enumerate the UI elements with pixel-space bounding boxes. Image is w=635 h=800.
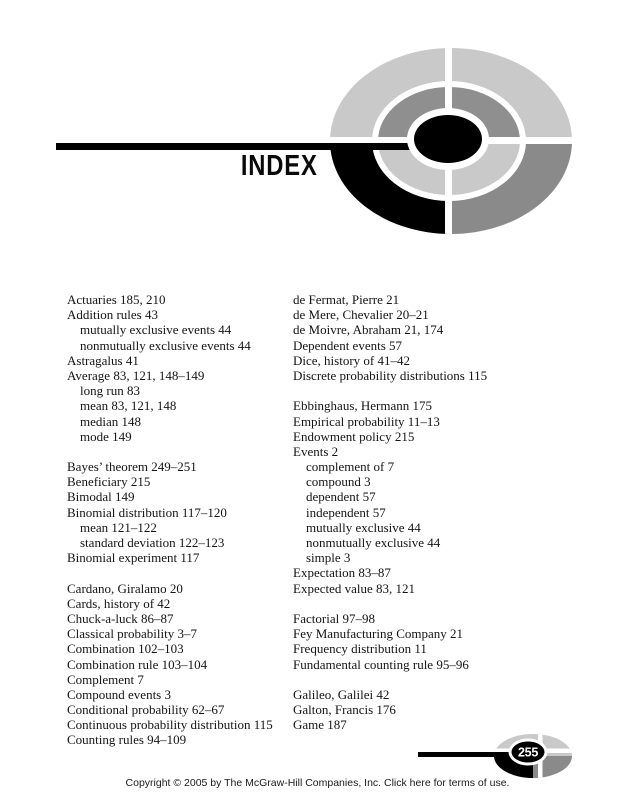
index-entry: dependent 57	[306, 489, 376, 505]
index-entry: Binomial experiment 117	[67, 550, 200, 566]
index-entry: Dice, history of 41–42	[293, 352, 410, 368]
page-title: INDEX	[241, 150, 318, 182]
index-entry: Astragalus 41	[67, 352, 139, 368]
index-entry: Combination 102–103	[67, 641, 184, 657]
index-entry: Endowment policy 215	[293, 428, 415, 444]
index-entry: complement of 7	[306, 459, 395, 475]
index-entry: Cardano, Giralamo 20	[67, 580, 183, 596]
index-column-right	[293, 292, 593, 732]
page-number: 255	[518, 745, 538, 760]
index-entry: mean 83, 121, 148	[80, 398, 177, 414]
index-entry: mode 149	[80, 428, 132, 444]
index-entry: de Fermat, Pierre 21	[293, 292, 400, 307]
index-entry: Actuaries 185, 210	[67, 292, 166, 307]
index-entry: independent 57	[306, 504, 386, 520]
index-entry: Cards, history of 42	[67, 595, 171, 611]
index-entry: Game 187	[293, 717, 347, 733]
copyright-text: Copyright © 2005 by The McGraw-Hill Companies, Inc.	[125, 777, 384, 789]
index-entry: simple 3	[306, 550, 351, 566]
index-column-left	[67, 292, 307, 748]
index-entry: Counting rules 94–109	[67, 732, 187, 748]
index-group-gap	[67, 444, 307, 459]
index-entry: nonmutually exclusive 44	[306, 535, 441, 550]
index-entry: mean 121–122	[80, 519, 157, 535]
bullseye-graphic	[0, 0, 635, 250]
index-entry: Expected value 83, 121	[293, 580, 416, 596]
index-entry: Chuck-a-luck 86–87	[67, 610, 174, 626]
center-dot	[414, 115, 482, 163]
index-entry: Frequency distribution 11	[293, 641, 427, 657]
page-number-graphic	[0, 730, 635, 800]
index-entry: standard deviation 122–123	[80, 535, 225, 550]
index-entry: Conditional probability 62–67	[67, 702, 225, 718]
index-entry: median 148	[80, 413, 142, 429]
index-entry: de Moivre, Abraham 21, 174	[293, 322, 444, 338]
index-entry: de Mere, Chevalier 20–21	[293, 307, 429, 323]
index-entry: Galileo, Galilei 42	[293, 686, 390, 702]
index-entry: Average 83, 121, 148–149	[67, 367, 205, 383]
index-entry: Galton, Francis 176	[293, 702, 396, 718]
header-rule-bar	[56, 143, 446, 150]
index-group-gap	[293, 383, 593, 398]
index-entry: Fey Manufacturing Company 21	[293, 626, 464, 642]
index-entry: Discrete probability distributions 115	[293, 367, 488, 383]
index-entry: Addition rules 43	[67, 307, 158, 323]
index-group-gap	[293, 596, 593, 611]
index-entry: long run 83	[80, 383, 140, 399]
index-entry: mutually exclusive events 44	[80, 322, 232, 338]
index-entry: Classical probability 3–7	[67, 626, 197, 642]
index-entry: Bimodal 149	[67, 489, 135, 505]
index-entry: Dependent events 57	[293, 337, 403, 353]
index-entry: Expectation 83–87	[293, 565, 391, 581]
index-entry: Beneficiary 215	[67, 474, 151, 490]
index-entry: Compound events 3	[67, 686, 171, 702]
index-entry: Bayes’ theorem 249–251	[67, 459, 197, 475]
terms-of-use-link[interactable]: Click here for terms of use.	[384, 777, 510, 789]
index-entry: nonmutually exclusive events 44	[80, 337, 251, 353]
index-entry: mutually exclusive 44	[306, 519, 421, 535]
index-entry: Events 2	[293, 443, 339, 459]
index-group-gap	[293, 672, 593, 687]
index-entry: Fundamental counting rule 95–96	[293, 656, 469, 672]
index-entry: Empirical probability 11–13	[293, 413, 440, 429]
index-entry: Combination rule 103–104	[67, 656, 208, 672]
index-entry: compound 3	[306, 474, 371, 490]
index-group-gap	[67, 565, 307, 580]
index-entry: Continuous probability distribution 115	[67, 717, 273, 733]
copyright-line	[0, 777, 635, 789]
index-entry: Factorial 97–98	[293, 610, 375, 626]
index-entry: Ebbinghaus, Hermann 175	[293, 398, 433, 414]
index-entry: Complement 7	[67, 671, 144, 687]
index-entry: Binomial distribution 117–120	[67, 504, 227, 520]
